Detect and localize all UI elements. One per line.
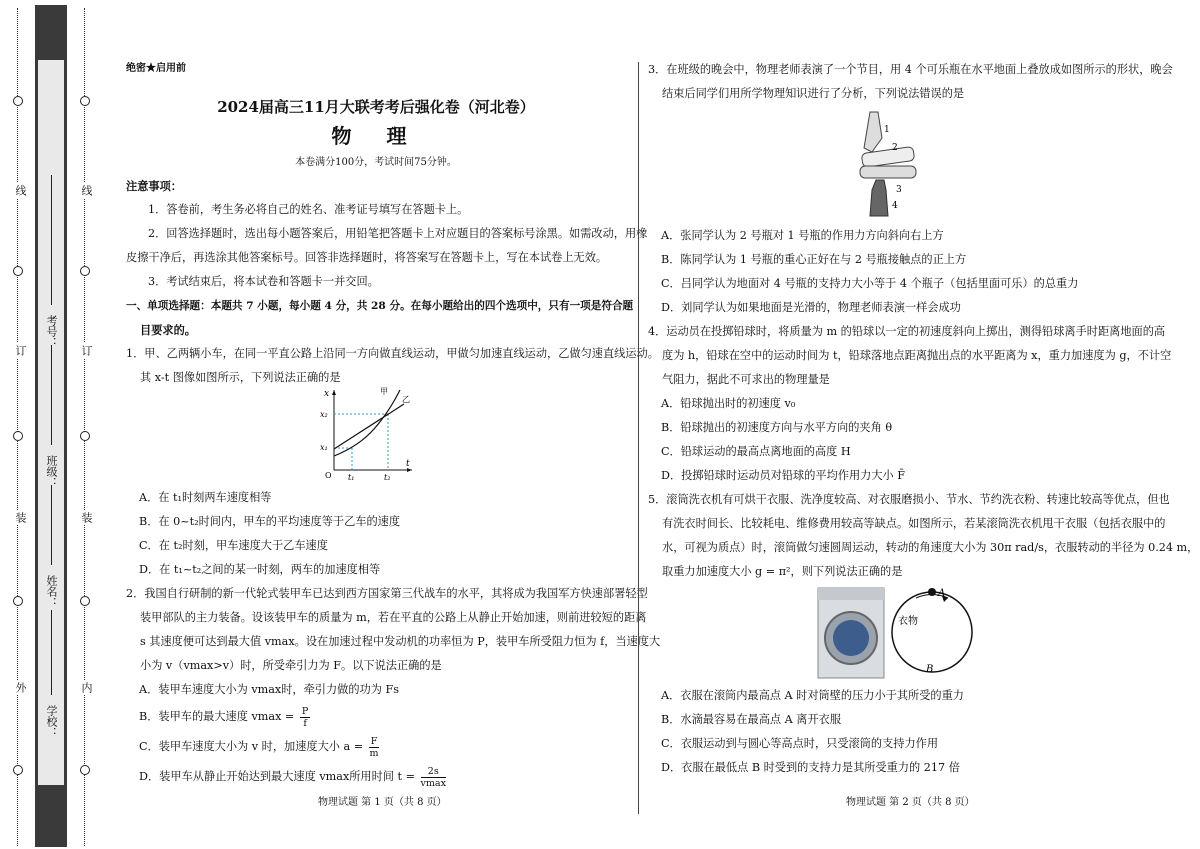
class-field[interactable] (51, 345, 52, 445)
notice-item-3: 3．考试结束后，将本试卷和答题卡一并交回。 (148, 275, 379, 288)
q3-option-d: D．刘同学认为如果地面是光滑的，物理老师表演一样会成功 (661, 301, 961, 314)
q5-stem-cont: 水，可视为质点）时，滚筒做匀速圆周运动，转动的角速度大小为 30π rad/s，衣服转动的半径为 0.24 m， (662, 541, 1199, 554)
q2-stem-cont: s 其速度便可达到最大值 vmax。设在加速过程中发动机的功率恒为 P，装甲车所受阻力恒为 f，当速度大 (140, 635, 661, 648)
exam-meta: 本卷满分100分，考试时间75分钟。 (295, 157, 457, 168)
q1-option-d: D．在 t₁~t₂之间的某一时刻，两车的加速度相等 (139, 563, 381, 576)
bottle-label-3: 3 (896, 185, 902, 195)
q3-stem-cont: 结束后同学们用所学物理知识进行了分析，下列说法错误的是 (662, 87, 965, 100)
yi-label: 乙 (402, 395, 410, 404)
section-heading-cont: 目要求的。 (140, 323, 196, 337)
point-a-label: A (938, 588, 946, 599)
point-b-label: B (926, 664, 934, 675)
washing-machine-icon (816, 586, 886, 680)
bottle-stack-svg (848, 108, 928, 218)
t2-label: t₂ (384, 473, 391, 480)
drum-circle (892, 592, 972, 672)
binding-hole (13, 96, 23, 106)
door-glass (833, 620, 869, 656)
q4-stem-cont: 度为 h，铅球在空中的运动时间为 t，铅球落地点距离抛出点的水平距离为 x，重力加速度为 g，不计空 (662, 349, 1172, 362)
q1-option-c: C．在 t₂时刻，甲车速度大于乙车速度 (139, 539, 328, 552)
fraction-2s-over-vmax (421, 766, 446, 789)
fraction-num: P (301, 705, 309, 717)
fraction-den: m (369, 747, 379, 759)
yi-line (334, 404, 404, 449)
x1-label: x₁ (320, 443, 328, 452)
fraction-p-over-f (300, 706, 310, 729)
inner-char: 内 (80, 682, 93, 693)
q4-stem: 4．运动员在投掷铅球时，将质量为 m 的铅球以一定的初速度斜向上掷出，测得铅球离手时距离地面的高 (648, 325, 1166, 338)
notice-heading: 注意事项： (126, 179, 182, 193)
inner-char: 装 (80, 512, 93, 523)
inner-cut-line (84, 8, 85, 846)
outer-char: 线 (14, 185, 27, 196)
notice-item-2-cont: 皮擦干净后，再选涂其他答案标号。回答非选择题时，将答案写在答题卡上，写在本试卷上无效。 (126, 251, 608, 264)
x-axis-arrow (332, 390, 336, 395)
class-label: 班级： (45, 455, 58, 488)
q3-option-a: A．张同学认为 2 号瓶对 1 号瓶的作用力方向斜向右上方 (661, 229, 944, 242)
q4-option-d: D．投掷铅球时运动员对铅球的平均作用力大小 F̄ (661, 469, 906, 482)
q5-option-c: C．衣服运动到与圆心等高点时，只受滚筒的支持力作用 (661, 737, 939, 750)
binding-hole (13, 431, 23, 441)
q2-option-b (126, 702, 626, 732)
binding-hole (13, 266, 23, 276)
notice-item-1: 1．答卷前，考生务必将自己的姓名、准考证号填写在答题卡上。 (148, 203, 469, 216)
q2-option-a: A．装甲车速度大小为 vmax时，牵引力做的功为 Fs (139, 683, 399, 696)
secret-mark: 绝密★启用前 (126, 63, 186, 74)
school-field[interactable] (51, 610, 52, 695)
outer-char: 装 (14, 512, 27, 523)
name-field[interactable] (51, 485, 52, 565)
q3-option-c: C．吕同学认为地面对 4 号瓶的支持力大小等于 4 个瓶子（包括里面可乐）的总重力 (661, 277, 1079, 290)
q5-stem-cont: 有洗衣时间长、比较耗电、维修费用较高等缺点。如图所示，若某滚筒洗衣机甩干衣服（包括衣服中的 (662, 517, 1166, 530)
binding-hole (13, 765, 23, 775)
page-2-column (648, 58, 1199, 780)
section-heading: 一、单项选择题：本题共 7 小题，每小题 4 分，共 28 分。在每小题给出的四个选项中，只有一项是符合题 (126, 300, 634, 312)
q4-option-b: B．铅球抛出的初速度方向与水平方向的夹角 θ (661, 421, 893, 434)
name-label: 姓名： (45, 575, 58, 608)
x2-label: x₂ (320, 410, 328, 419)
binding-hole (80, 596, 90, 606)
page-1-column (126, 58, 661, 792)
q2-stem-cont: 小为 v（vmax>v）时，所受牵引力为 F。以下说法正确的是 (140, 659, 442, 672)
binding-hole (80, 765, 90, 775)
q5-option-a: A．衣服在滚筒内最高点 A 时对筒壁的压力小于其所受的重力 (661, 689, 964, 702)
q4-stem-cont: 气阻力，据此不可求出的物理量是 (662, 373, 830, 386)
q1-option-a: A．在 t₁时刻两车速度相等 (139, 491, 272, 504)
exam-no-field[interactable] (51, 175, 52, 305)
bottle-label-2: 2 (892, 143, 898, 153)
q2-option-c (126, 732, 626, 762)
bottle-label-4: 4 (892, 201, 898, 211)
t1-label: t₁ (348, 473, 355, 480)
fraction-f-over-m (369, 736, 380, 759)
page-footer-right: 物理试题 第 2 页（共 8 页） (846, 797, 975, 808)
binding-hole (80, 96, 90, 106)
q1-option-b: B．在 0~t₂时间内，甲车的平均速度等于乙车的速度 (139, 515, 401, 528)
bottle-label-1: 1 (884, 125, 890, 135)
xt-graph-svg (304, 384, 414, 480)
q1-stem-cont: 其 x-t 图像如图所示，下列说法正确的是 (140, 371, 341, 384)
jia-curve (334, 390, 400, 456)
notice-item-2: 2．回答选择题时，选出每小题答案后，用铅笔把答题卡上对应题目的答案标号涂黑。如需改动，用橡 (148, 227, 648, 240)
q5-stem: 5．滚筒洗衣机有可烘干衣服、洗净度较高、对衣服磨损小、节水、节约洗衣粉、转速比较高等优点，但也 (648, 493, 1170, 506)
outer-char: 订 (14, 345, 27, 356)
jia-label: 甲 (380, 387, 388, 396)
fraction-den: vmax (420, 777, 446, 789)
binding-margin (0, 0, 112, 849)
q4-option-c: C．铅球运动的最高点离地面的高度 H (661, 445, 851, 458)
exam-no-label: 考号： (45, 315, 58, 348)
drum-diagram-svg (884, 584, 984, 680)
inner-char: 订 (80, 345, 93, 356)
outer-cut-line (17, 8, 18, 846)
q5-option-b: B．水滴最容易在最高点 A 离开衣服 (661, 713, 842, 726)
q5-figure (648, 584, 1148, 684)
binding-hole (80, 431, 90, 441)
bottle-4 (870, 180, 888, 216)
bottle-1 (864, 112, 882, 152)
q3-option-b: B．陈同学认为 1 号瓶的重心正好在与 2 号瓶接触点的正上方 (661, 253, 967, 266)
q5-option-d: D．衣服在最低点 B 时受到的支持力是其所受重力的 217 倍 (661, 761, 960, 774)
q2-option-d-text: D．装甲车从静止开始达到最大速度 vmax所用时间 t = (139, 770, 415, 783)
subject-title: 物 理 (331, 124, 421, 148)
clothes-label: 衣物 (898, 616, 918, 627)
outer-char: 外 (14, 682, 27, 693)
q3-stem: 3．在班级的晚会中，物理老师表演了一个节目，用 4 个可乐瓶在水平地面上叠放成如图所示的形状，晚会 (648, 63, 1173, 76)
q2-stem-cont: 装甲部队的主力装备。设该装甲车的质量为 m，若在平直的公路上从静止开始加速，则前进较短的距离 (140, 611, 647, 624)
fraction-num: 2s (421, 766, 446, 778)
q2-option-c-text: C．装甲车速度大小为 v 时，加速度大小 a = (139, 740, 364, 753)
inner-char: 线 (80, 185, 93, 196)
page-footer-left: 物理试题 第 1 页（共 8 页） (318, 797, 447, 808)
binding-hole (80, 266, 90, 276)
q4-option-a: A．铅球抛出时的初速度 v₀ (661, 397, 796, 410)
control-panel (818, 588, 884, 600)
t-axis-label: t (406, 459, 410, 469)
exam-title: 2024届高三11月大联考考后强化卷（河北卷） (217, 98, 535, 116)
q1-xt-graph (126, 387, 626, 486)
q5-stem-cont: 取重力加速度大小 g = π²，则下列说法正确的是 (662, 565, 903, 578)
q1-stem: 1．甲、乙两辆小车，在同一平直公路上沿同一方向做直线运动，甲做匀加速直线运动，乙做匀速直线运动。 (126, 347, 659, 360)
x-axis-label: x (324, 389, 330, 399)
binding-hole (13, 596, 23, 606)
q2-stem: 2．我国自行研制的新一代轮式装甲车已达到西方国家第三代战车的水平，其将成为我国军方快速部署轻型 (126, 587, 648, 600)
school-label: 学校： (45, 705, 58, 738)
q3-bottle-figure (648, 106, 1148, 224)
column-divider (638, 62, 639, 814)
origin-label: O (325, 471, 332, 480)
fraction-den: f (303, 717, 307, 729)
fraction-num: F (370, 735, 378, 747)
q2-option-b-text: B．装甲车的最大速度 vmax = (139, 710, 295, 723)
q2-option-d (126, 762, 626, 792)
bottle-3 (860, 166, 916, 178)
